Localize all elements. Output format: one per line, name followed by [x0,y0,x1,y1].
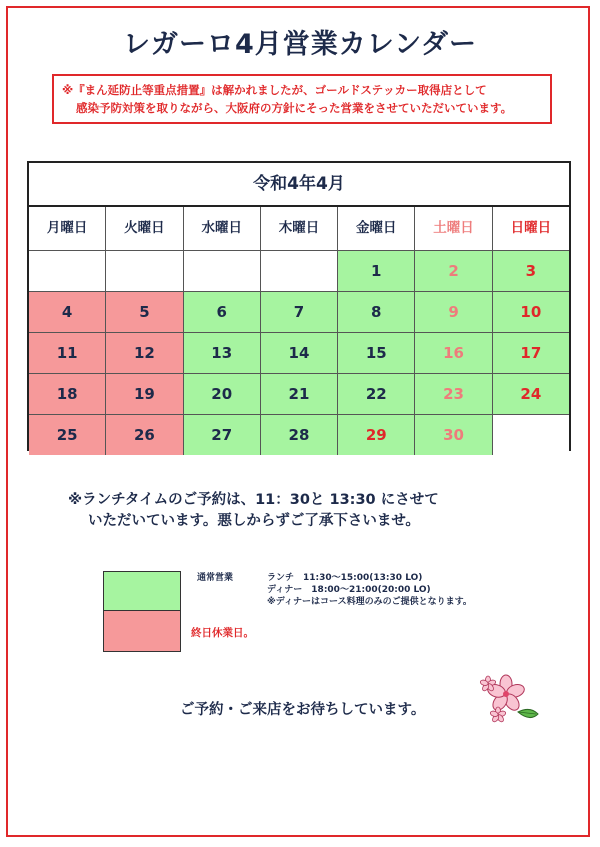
day-cell: 16 [415,333,492,373]
weekday-sun: 日曜日 [510,220,552,236]
notice-box [52,74,552,124]
lunch-note-line-2: いただいています。悪しからずご了承下さいませ。 [88,513,420,529]
weekday-sat: 土曜日 [415,207,492,250]
calendar-week-2 [29,292,569,333]
day-cell: 4 [29,292,106,332]
day-cell: 30 [415,415,492,455]
day-cell [184,251,261,291]
calendar-table [27,161,571,451]
day-cell: 22 [338,374,415,414]
calendar-week-4 [29,374,569,415]
day-cell: 24 [493,374,569,414]
day-cell: 26 [106,415,183,455]
day-cell: 21 [261,374,338,414]
day-cell: 2 [415,251,492,291]
calendar-week-5 [29,415,569,455]
day-cell: 14 [261,333,338,373]
calendar-week-3 [29,333,569,374]
day-cell: 6 [184,292,261,332]
legend-open-label: 通常営業 [197,573,234,583]
weekday-tue: 火曜日 [106,207,183,250]
legend-dinner-name: ディナー [267,585,303,595]
legend-lunch-hours: ランチ 11:30～15:00(13:30 LO) [267,573,423,583]
day-cell: 25 [29,415,106,455]
day-cell [261,251,338,291]
day-cell: 29 [338,415,415,455]
day-cell: 23 [415,374,492,414]
day-cell [106,251,183,291]
legend-dinner-hours: 18:00～21:00(20:00 LO) [311,585,431,595]
notice-line-2: 感染予防対策を取りながら、大阪府の方針にそった営業をさせていただいています。 [76,101,513,115]
day-cell [29,251,106,291]
lunch-reservation-note [68,490,548,532]
legend-course-note: ※ディナーはコース料理のみのご提供となります。 [267,597,472,607]
page-title: レガーロ4月営業カレンダー [122,29,478,60]
legend-closed-label: 終日休業日。 [191,627,254,639]
weekday-wed: 水曜日 [184,207,261,250]
legend-closed-swatch [103,610,181,652]
day-cell: 5 [106,292,183,332]
weekday-thu: 木曜日 [261,207,338,250]
calendar-week-1 [29,251,569,292]
day-cell: 10 [493,292,569,332]
day-cell: 28 [261,415,338,455]
day-cell: 11 [29,333,106,373]
footer-message: ご予約・ご来店をお待ちしています。 [180,702,426,718]
legend-open-text [197,572,472,608]
day-cell: 9 [415,292,492,332]
day-cell: 8 [338,292,415,332]
day-cell: 13 [184,333,261,373]
lunch-note-line-1: ※ランチタイムのご予約は、11：30と 13:30 にさせて [68,492,439,508]
weekday-header-row [29,207,569,251]
calendar-month-label: 令和4年4月 [29,163,569,207]
day-cell: 7 [261,292,338,332]
day-cell: 12 [106,333,183,373]
sakura-flower-icon [478,668,540,728]
day-cell: 1 [338,251,415,291]
day-cell: 18 [29,374,106,414]
notice-line-1: ※『まん延防止等重点措置』は解かれましたが、ゴールドステッカー取得店として [62,83,487,97]
day-cell: 19 [106,374,183,414]
legend-open-swatch [103,571,181,611]
weekday-mon: 月曜日 [29,207,106,250]
weekday-fri: 金曜日 [338,207,415,250]
day-cell: 17 [493,333,569,373]
day-cell: 20 [184,374,261,414]
day-cell [493,415,569,455]
day-cell: 27 [184,415,261,455]
day-cell: 15 [338,333,415,373]
day-cell: 3 [493,251,569,291]
